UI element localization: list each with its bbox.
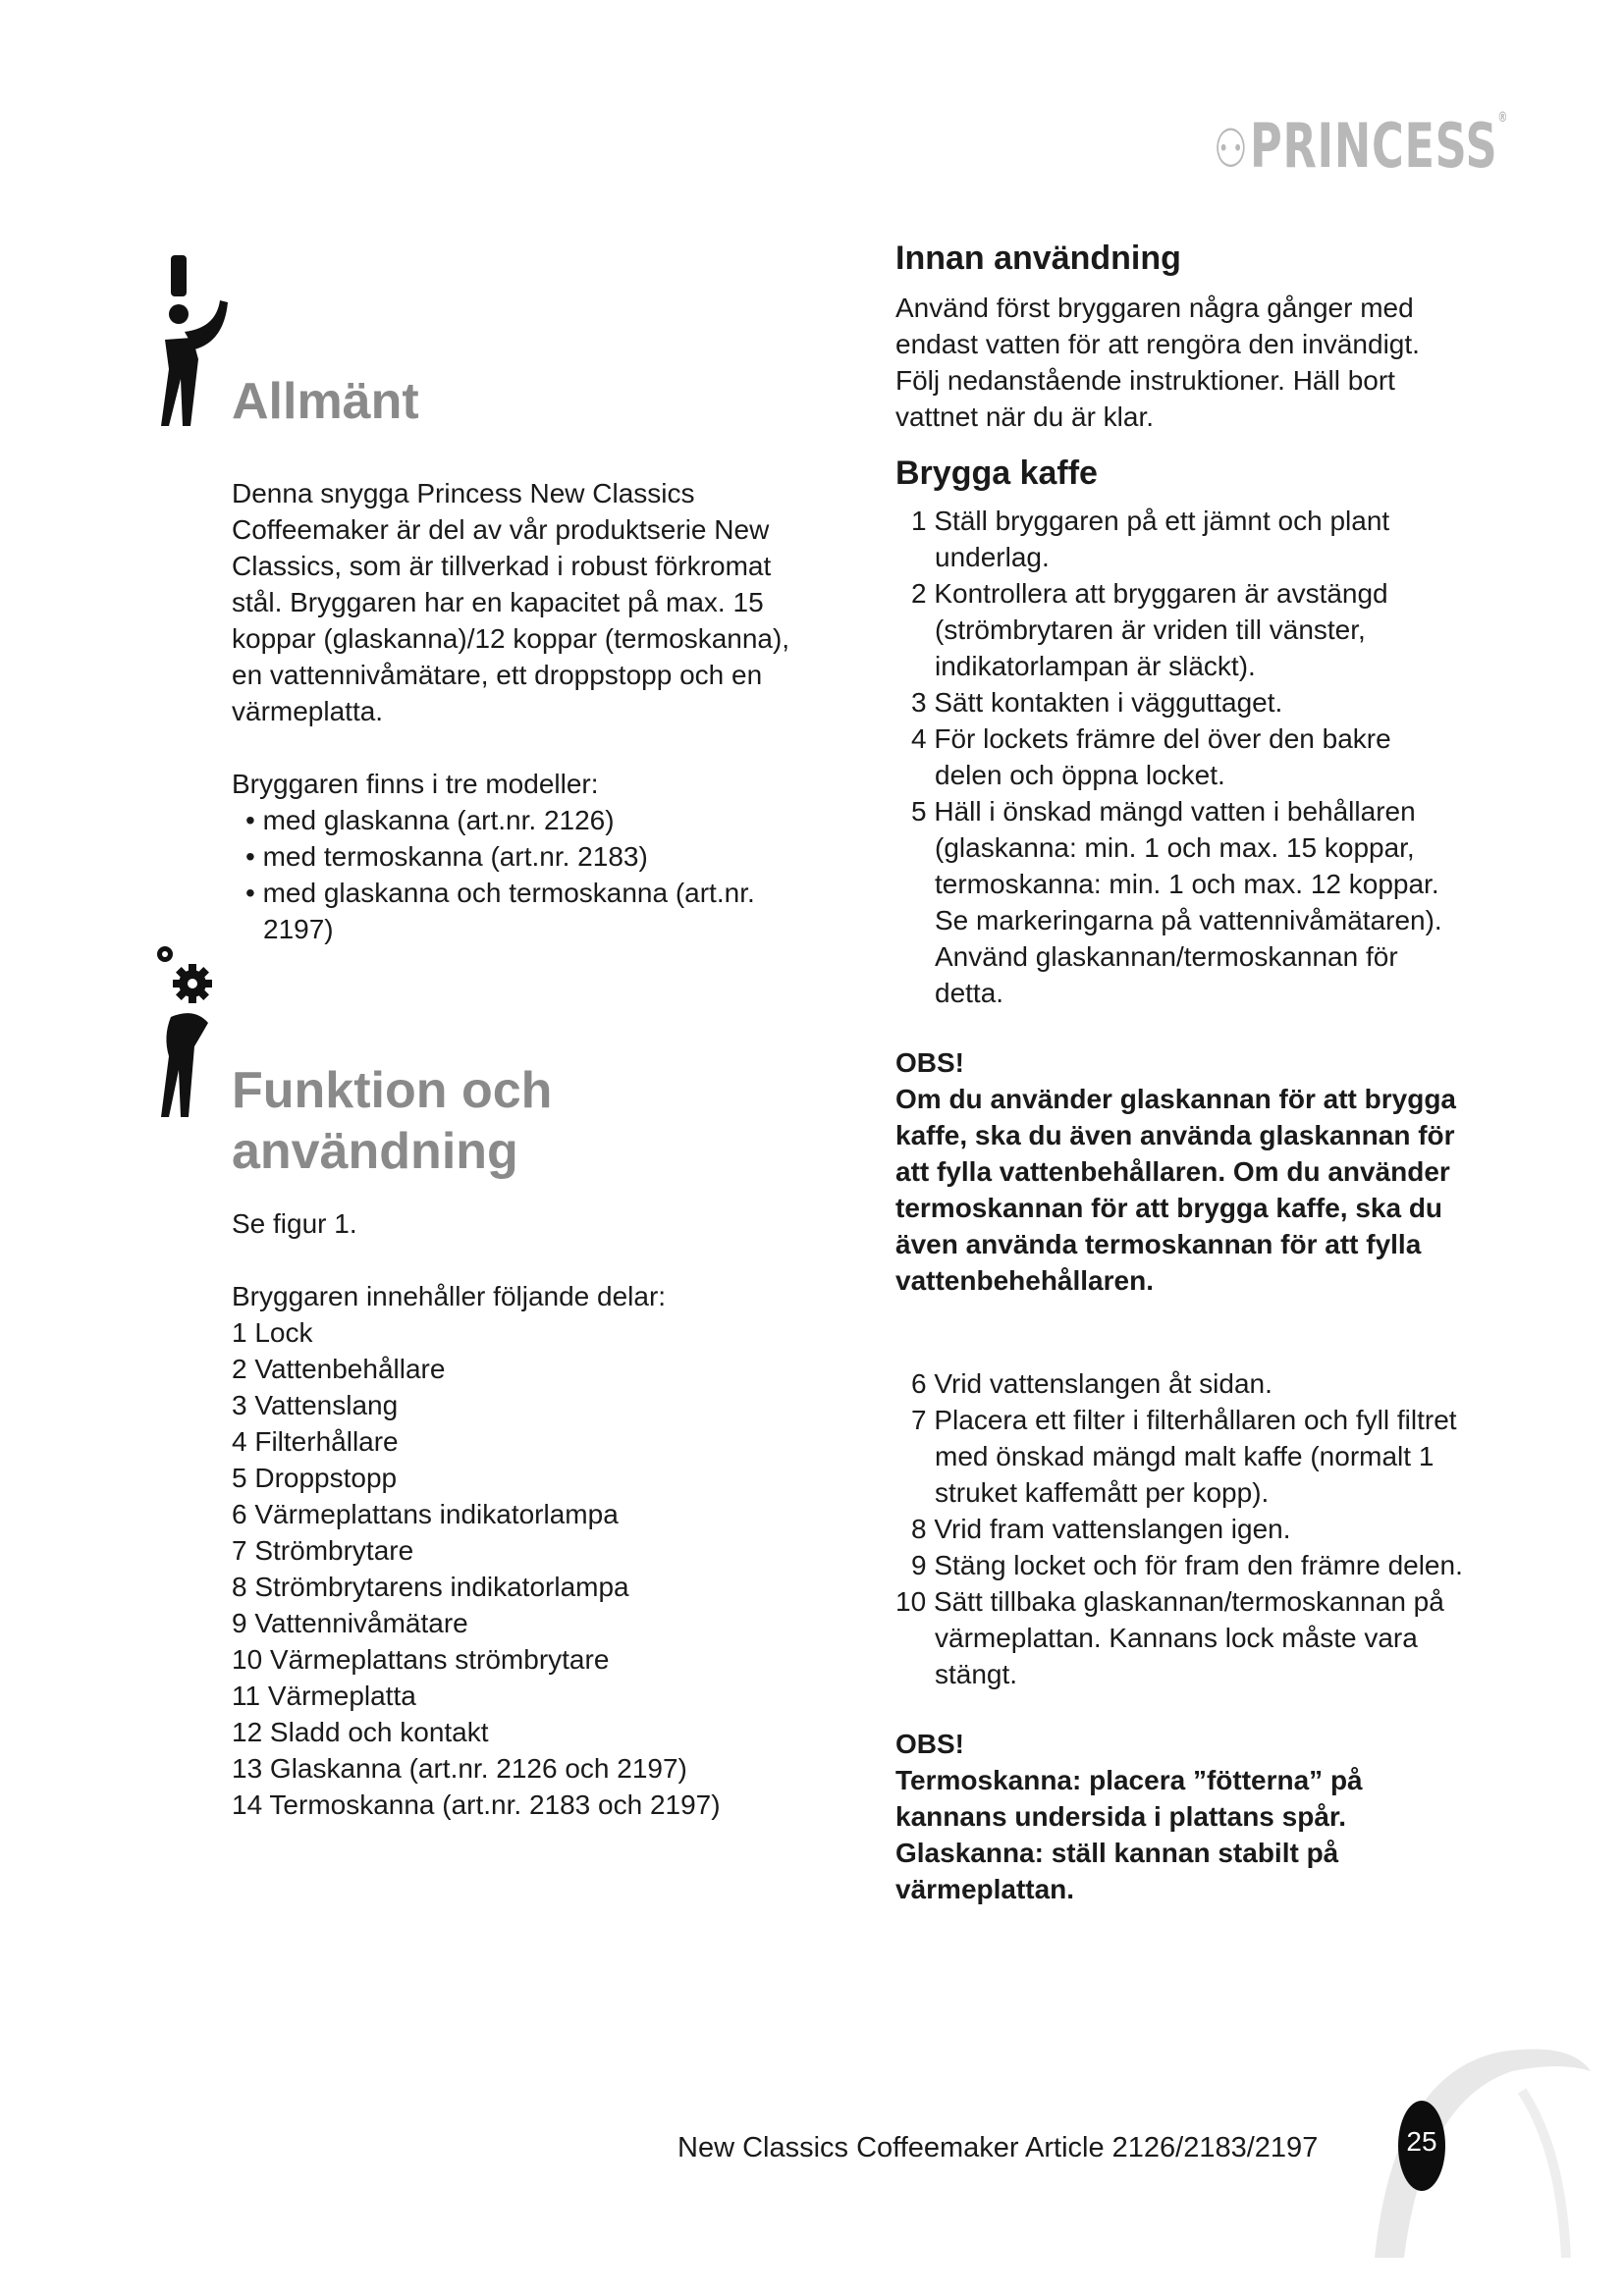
heading-allmant: Allmänt (232, 373, 419, 430)
obs1-title: OBS! (895, 1047, 964, 1078)
gear-person-icon (155, 942, 234, 1119)
step-item: 1 Ställ bryggaren på ett jämnt och plant underlag. (911, 506, 1390, 572)
list-item: 7 Strömbrytare (232, 1535, 414, 1566)
step-item: 10 Sätt tillbaka glaskannan/termoskannan på värmeplattan. Kannans lock måste vara stängt. (895, 1586, 1444, 1689)
step-item: 8 Vrid fram vattenslangen igen. (911, 1514, 1291, 1544)
step-item: 7 Placera ett filter i filterhållaren och fyll filtret med önskad mängd malt kaffe (normalt 1 struket kaffemått per kopp). (911, 1405, 1457, 1508)
list-item: 5 Droppstopp (232, 1463, 398, 1493)
section-funktion (232, 1060, 791, 1823)
page-number-badge (1398, 2101, 1445, 2191)
brand-logo (1214, 110, 1508, 182)
list-item: 2 Vattenbehållare (232, 1354, 446, 1384)
step-item: 5 Häll i önskad mängd vatten i behållaren (glaskanna: min. 1 och max. 15 koppar, termoskanna: min. 1 och max. 12 koppar. Se markeringarna på vattennivåmätaren). Använd glaskannan/termoskannan för detta. (911, 796, 1442, 1008)
list-item: 13 Glaskanna (art.nr. 2126 och 2197) (232, 1753, 687, 1784)
heading-innan: Innan användning (895, 240, 1181, 277)
page-number: 25 (1398, 2101, 1445, 2191)
step-item: 6 Vrid vattenslangen åt sidan. (911, 1368, 1272, 1399)
list-item: 6 Värmeplattans indikatorlampa (232, 1499, 619, 1529)
heading-funktion-line1: Funktion och (232, 1062, 553, 1119)
step-item: 2 Kontrollera att bryggaren är avstängd (strömbrytaren är vriden till vänster, indikatorlampan är släckt). (911, 578, 1388, 681)
heading-brygga: Brygga kaffe (895, 454, 1098, 492)
trademark-symbol: ® (1497, 110, 1509, 126)
list-item: • med glaskanna och termoskanna (art.nr. 2197) (232, 875, 791, 947)
list-item: 3 Vattenslang (232, 1390, 399, 1420)
see-figure: Se figur 1. (232, 1208, 357, 1239)
parts-intro: Bryggaren innehåller följande delar: (232, 1281, 667, 1311)
list-item: 11 Värmeplatta (232, 1681, 416, 1711)
obs1-text: Om du använder glaskannan för att brygga kaffe, ska du även använda glaskannan för att fylla vattenbehållaren. Om du använder termoskannan för att brygga kaffe, ska du även använda termoskannan för att fylla vattenbehehållaren. (895, 1084, 1457, 1296)
steps-list-b (895, 1365, 1465, 1692)
list-item: 12 Sladd och kontakt (232, 1717, 489, 1747)
steps-list-a (895, 503, 1465, 1011)
obs2-title: OBS! (895, 1729, 964, 1759)
section-allmant (232, 371, 791, 947)
list-item: • med glaskanna (art.nr. 2126) (232, 802, 791, 838)
list-item: 9 Vattennivåmätare (232, 1608, 468, 1638)
list-item: 14 Termoskanna (art.nr. 2183 och 2197) (232, 1789, 721, 1820)
allmant-intro: Denna snygga Princess New Classics Coffeemaker är del av vår produktserie New Classics, som är tillverkad i robust förkromat stål. Bryggaren har en kapacitet på max. 15 koppar (glaskanna)/12 koppar (termoskanna), en vattennivåmätare, ett droppstopp och en värmeplatta. (232, 478, 790, 726)
obs2-text: Termoskanna: placera ”fötterna” på kannans undersida i plattans spår. Glaskanna: ställ kannan stabilt på värmeplattan. (895, 1765, 1363, 1904)
decorative-swoosh-icon (1355, 2032, 1591, 2258)
exclamation-person-icon (155, 251, 234, 428)
list-item: 1 Lock (232, 1317, 313, 1348)
step-item: 9 Stäng locket och för fram den främre delen. (911, 1550, 1463, 1580)
brand-logo-text: PRINCESS (1250, 110, 1498, 182)
heading-funktion (232, 1060, 791, 1182)
heading-funktion-line2: användning (232, 1123, 518, 1180)
footer-text: New Classics Coffeemaker Article 2126/2183/2197 (677, 2132, 1319, 2163)
list-item: 8 Strömbrytarens indikatorlampa (232, 1572, 629, 1602)
innan-text: Använd först bryggaren några gånger med endast vatten för att rengöra den invändigt. Följ nedanstående instruktioner. Häll bort vattnet när du är klar. (895, 293, 1420, 432)
list-item: 10 Värmeplattans strömbrytare (232, 1644, 610, 1675)
right-column (895, 240, 1465, 1907)
brand-emblem-icon: ⚇ (1214, 118, 1249, 180)
list-item: 4 Filterhållare (232, 1426, 399, 1457)
step-item: 4 För lockets främre del över den bakre delen och öppna locket. (911, 723, 1391, 790)
models-intro: Bryggaren finns i tre modeller: (232, 769, 599, 799)
parts-list (232, 1314, 791, 1823)
step-item: 3 Sätt kontakten i vägguttaget. (911, 687, 1283, 718)
models-list (232, 802, 791, 947)
list-item: • med termoskanna (art.nr. 2183) (232, 838, 791, 875)
